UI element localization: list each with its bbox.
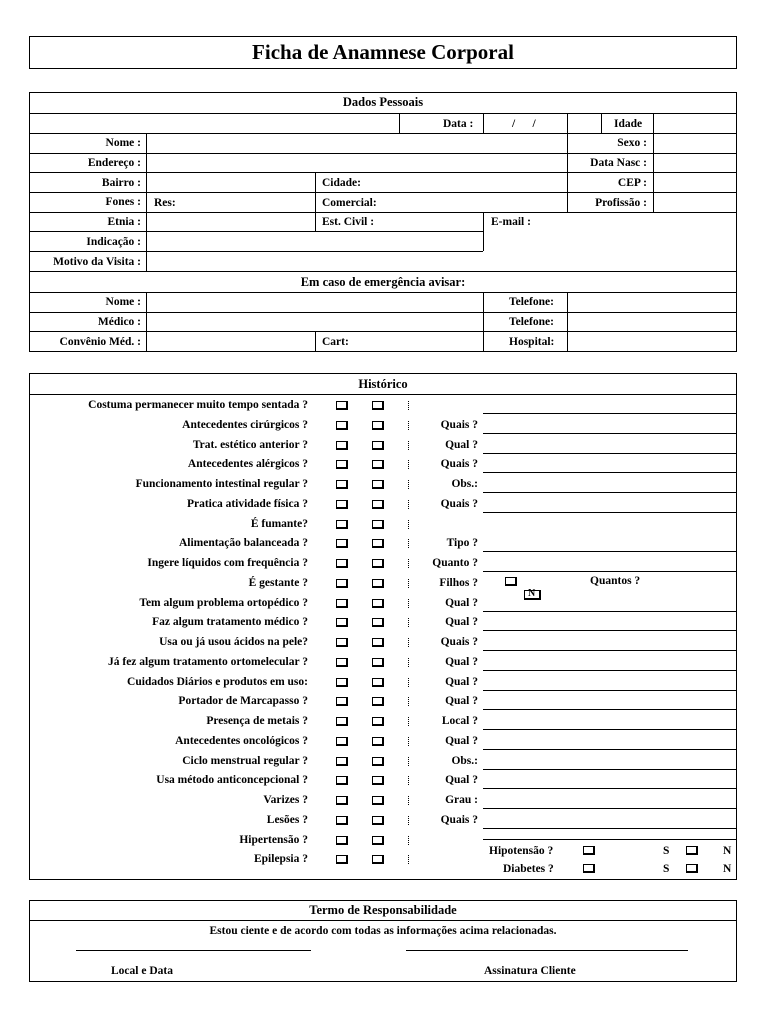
yes-checkbox[interactable] — [336, 816, 348, 825]
history-followup-label: Obs.: — [451, 478, 478, 490]
row-separator-mark — [408, 401, 409, 410]
history-followup-label: Quais ? — [440, 498, 478, 510]
no-checkbox[interactable] — [372, 658, 384, 667]
history-answer-line[interactable] — [483, 551, 737, 552]
history-answer-line[interactable] — [483, 611, 737, 612]
history-question: Usa ou já usou ácidos na pele? — [159, 636, 308, 648]
emergency-name-label: Nome : — [105, 296, 141, 308]
no-checkbox[interactable] — [372, 618, 384, 627]
history-question: Cuidados Diários e produtos em uso: — [127, 676, 308, 688]
row-separator-mark — [408, 618, 409, 627]
home-phone-label: Res: — [154, 197, 176, 209]
name-label: Nome : — [105, 137, 141, 149]
no-checkbox[interactable] — [372, 480, 384, 489]
yes-checkbox[interactable] — [336, 599, 348, 608]
history-question: Portador de Marcapasso ? — [178, 695, 308, 707]
history-question: Pratica atividade física ? — [186, 498, 308, 510]
history-followup-label: Qual ? — [445, 676, 478, 688]
personal-data-header: Dados Pessoais — [342, 95, 424, 109]
terms-text: Estou ciente e de acordo com todas as informações acima relacionadas. — [209, 925, 557, 937]
history-question: Faz algum tratamento médico ? — [152, 616, 308, 628]
history-question: Funcionamento intestinal regular ? — [135, 478, 308, 490]
no-checkbox[interactable] — [372, 579, 384, 588]
history-answer-line[interactable] — [483, 709, 737, 710]
row-separator-mark — [408, 539, 409, 548]
address-field[interactable] — [147, 154, 566, 172]
ethnicity-label: Etnia : — [107, 216, 141, 228]
history-question: Presença de metais ? — [206, 715, 308, 727]
no-checkbox[interactable] — [372, 776, 384, 785]
yes-checkbox[interactable] — [336, 460, 348, 469]
yes-checkbox[interactable] — [336, 401, 348, 410]
history-followup-label: Quais ? — [440, 458, 478, 470]
history-answer-line[interactable] — [483, 749, 737, 750]
history-question: Alimentação balanceada ? — [178, 537, 308, 549]
row-separator-mark — [408, 855, 409, 864]
yes-checkbox[interactable] — [336, 678, 348, 687]
history-followup-label: Qual ? — [445, 597, 478, 609]
history-followup-label: Obs.: — [451, 755, 478, 767]
history-answer-line[interactable] — [483, 472, 737, 473]
row-separator-mark — [408, 638, 409, 647]
yes-checkbox[interactable] — [336, 796, 348, 805]
history-answer-line[interactable] — [483, 512, 737, 513]
doctor-label: Médico : — [97, 316, 141, 328]
no-checkbox[interactable] — [372, 500, 384, 509]
hypotension-checkbox[interactable] — [583, 846, 595, 855]
history-answer-line[interactable] — [483, 433, 737, 434]
yes-checkbox[interactable] — [336, 638, 348, 647]
card-label: Cart: — [322, 336, 349, 348]
local-date-label: Local e Data — [111, 965, 173, 977]
date-field[interactable]: / / — [512, 118, 536, 130]
age-label: Idade — [614, 118, 643, 130]
no-checkbox[interactable] — [372, 678, 384, 687]
sex-label: Sexo : — [617, 137, 647, 149]
row-separator-mark — [408, 579, 409, 588]
row-separator-mark — [408, 520, 409, 529]
history-question: Costuma permanecer muito tempo sentada ? — [88, 399, 308, 411]
how-many-label: Quantos ? — [590, 575, 641, 587]
yes-checkbox[interactable] — [336, 520, 348, 529]
yes-checkbox[interactable] — [336, 500, 348, 509]
no-checkbox[interactable] — [372, 836, 384, 845]
history-followup-label: Quais ? — [440, 419, 478, 431]
row-separator-mark — [408, 559, 409, 568]
emergency-header: Em caso de emergência avisar: — [300, 275, 466, 289]
address-label: Endereço : — [87, 157, 141, 169]
history-answer-line[interactable] — [483, 630, 737, 631]
history-answer-line[interactable] — [483, 571, 737, 572]
history-answer-line[interactable] — [483, 828, 737, 829]
hospital-label: Hospital: — [509, 336, 555, 348]
history-followup-label: Quais ? — [440, 814, 478, 826]
phones-label: Fones : — [105, 196, 141, 208]
neighborhood-label: Bairro : — [101, 177, 141, 189]
terms-header: Termo de Responsabilidade — [309, 903, 457, 917]
no-checkbox[interactable] — [372, 559, 384, 568]
no-checkbox[interactable] — [372, 697, 384, 706]
yes-checkbox[interactable] — [336, 539, 348, 548]
zip-label: CEP : — [617, 177, 647, 189]
email-label: E-mail : — [491, 216, 531, 228]
yes-checkbox[interactable] — [336, 480, 348, 489]
history-answer-line[interactable] — [483, 808, 737, 809]
yes-checkbox[interactable] — [336, 579, 348, 588]
yes-checkbox[interactable] — [336, 757, 348, 766]
no-checkbox[interactable] — [372, 638, 384, 647]
yes-checkbox[interactable] — [336, 836, 348, 845]
history-followup-label: Qual ? — [445, 695, 478, 707]
history-answer-line[interactable] — [483, 492, 737, 493]
no-checkbox[interactable] — [372, 421, 384, 430]
history-header: Histórico — [358, 377, 408, 391]
row-separator-mark — [408, 480, 409, 489]
no-checkbox[interactable] — [372, 599, 384, 608]
marital-status-label: Est. Civil : — [322, 216, 375, 228]
history-followup-label: Qual ? — [445, 774, 478, 786]
yes-checkbox[interactable] — [336, 697, 348, 706]
history-question: Trat. estético anterior ? — [192, 439, 308, 451]
no-checkbox[interactable] — [372, 816, 384, 825]
birth-date-label: Data Nasc : — [590, 157, 647, 169]
row-separator-mark — [408, 697, 409, 706]
history-question: É gestante ? — [248, 577, 308, 589]
no-checkbox[interactable] — [372, 757, 384, 766]
history-followup-label: Qual ? — [445, 616, 478, 628]
diabetes-s-label: S — [663, 863, 670, 875]
history-question: Antecedentes alérgicos ? — [187, 458, 308, 470]
history-question: Ciclo menstrual regular ? — [182, 755, 308, 767]
row-separator-mark — [408, 599, 409, 608]
yes-checkbox[interactable] — [336, 421, 348, 430]
row-separator-mark — [408, 816, 409, 825]
history-answer-line[interactable] — [483, 769, 737, 770]
page-title: Ficha de Anamnese Corporal — [29, 36, 737, 69]
row-separator-mark — [408, 757, 409, 766]
yes-checkbox[interactable] — [336, 776, 348, 785]
row-separator-mark — [408, 421, 409, 430]
row-separator-mark — [408, 836, 409, 845]
history-question: Já fez algum tratamento ortomelecular ? — [107, 656, 308, 668]
name-field[interactable] — [147, 134, 566, 152]
hypotension-label: Hipotensão ? — [489, 845, 554, 857]
yes-checkbox[interactable] — [336, 737, 348, 746]
city-label: Cidade: — [322, 177, 361, 189]
history-followup-label: Qual ? — [445, 735, 478, 747]
history-question: Epilepsia ? — [253, 853, 308, 865]
row-separator-mark — [408, 441, 409, 450]
history-followup-label: Qual ? — [445, 439, 478, 451]
history-answer-line[interactable] — [483, 839, 737, 840]
diabetes-checkbox[interactable] — [583, 864, 595, 873]
history-answer-line[interactable] — [483, 453, 737, 454]
no-checkbox[interactable] — [372, 441, 384, 450]
history-question: Antecedentes oncológicos ? — [175, 735, 308, 747]
yes-checkbox[interactable] — [336, 658, 348, 667]
diabetes-n-checkbox[interactable] — [686, 864, 698, 873]
row-separator-mark — [408, 717, 409, 726]
referral-label: Indicação : — [86, 236, 141, 248]
history-followup-label: Quanto ? — [432, 557, 478, 569]
history-question: Varizes ? — [263, 794, 308, 806]
hypotension-n-label: N — [723, 845, 732, 857]
history-answer-line[interactable] — [483, 690, 737, 691]
yes-checkbox[interactable] — [336, 559, 348, 568]
row-separator-mark — [408, 500, 409, 509]
date-label: Data : — [443, 118, 474, 130]
no-checkbox[interactable] — [372, 401, 384, 410]
history-answer-line[interactable] — [483, 650, 737, 651]
history-question: Lesões ? — [266, 814, 308, 826]
history-followup-label: Qual ? — [445, 656, 478, 668]
emergency-phone-label: Telefone: — [509, 296, 554, 308]
yes-checkbox[interactable] — [336, 855, 348, 864]
no-checkbox[interactable] — [372, 796, 384, 805]
history-question: Hipertensão ? — [239, 834, 308, 846]
history-followup-label: Quais ? — [440, 636, 478, 648]
signature-label: Assinatura Cliente — [484, 965, 576, 977]
local-date-line[interactable] — [76, 950, 311, 951]
history-answer-line[interactable] — [483, 670, 737, 671]
history-followup-label: Filhos ? — [439, 577, 478, 589]
row-separator-mark — [408, 776, 409, 785]
insurance-label: Convênio Méd. : — [59, 336, 141, 348]
no-checkbox[interactable] — [372, 539, 384, 548]
history-question: Usa método anticoncepcional ? — [156, 774, 308, 786]
history-question: Antecedentes cirúrgicos ? — [182, 419, 308, 431]
yes-checkbox[interactable] — [336, 441, 348, 450]
diabetes-label: Diabetes ? — [503, 863, 554, 875]
row-separator-mark — [408, 460, 409, 469]
history-answer-line[interactable] — [483, 788, 737, 789]
n-mark-label: N — [528, 588, 536, 599]
row-separator-mark — [408, 737, 409, 746]
history-followup-label: Grau : — [445, 794, 478, 806]
work-phone-label: Comercial: — [322, 197, 377, 209]
no-checkbox[interactable] — [372, 520, 384, 529]
doctor-phone-label: Telefone: — [509, 316, 554, 328]
hypotension-n-checkbox[interactable] — [686, 846, 698, 855]
row-separator-mark — [408, 796, 409, 805]
signature-line[interactable] — [406, 950, 688, 951]
visit-reason-label: Motivo da Visita : — [53, 256, 141, 268]
children-checkbox[interactable] — [505, 577, 517, 586]
no-checkbox[interactable] — [372, 737, 384, 746]
history-question: Tem algum problema ortopédico ? — [139, 597, 308, 609]
no-checkbox[interactable] — [372, 855, 384, 864]
yes-checkbox[interactable] — [336, 618, 348, 627]
no-checkbox[interactable] — [372, 717, 384, 726]
no-checkbox[interactable] — [372, 460, 384, 469]
row-separator-mark — [408, 658, 409, 667]
history-followup-label: Local ? — [441, 715, 478, 727]
history-question: É fumante? — [250, 518, 308, 530]
history-answer-line[interactable] — [483, 729, 737, 730]
diabetes-n-label: N — [723, 863, 732, 875]
history-question: Ingere líquidos com frequência ? — [147, 557, 308, 569]
hypotension-s-label: S — [663, 845, 670, 857]
profession-label: Profissão : — [595, 197, 647, 209]
row-separator-mark — [408, 678, 409, 687]
yes-checkbox[interactable] — [336, 717, 348, 726]
history-followup-label: Tipo ? — [446, 537, 478, 549]
